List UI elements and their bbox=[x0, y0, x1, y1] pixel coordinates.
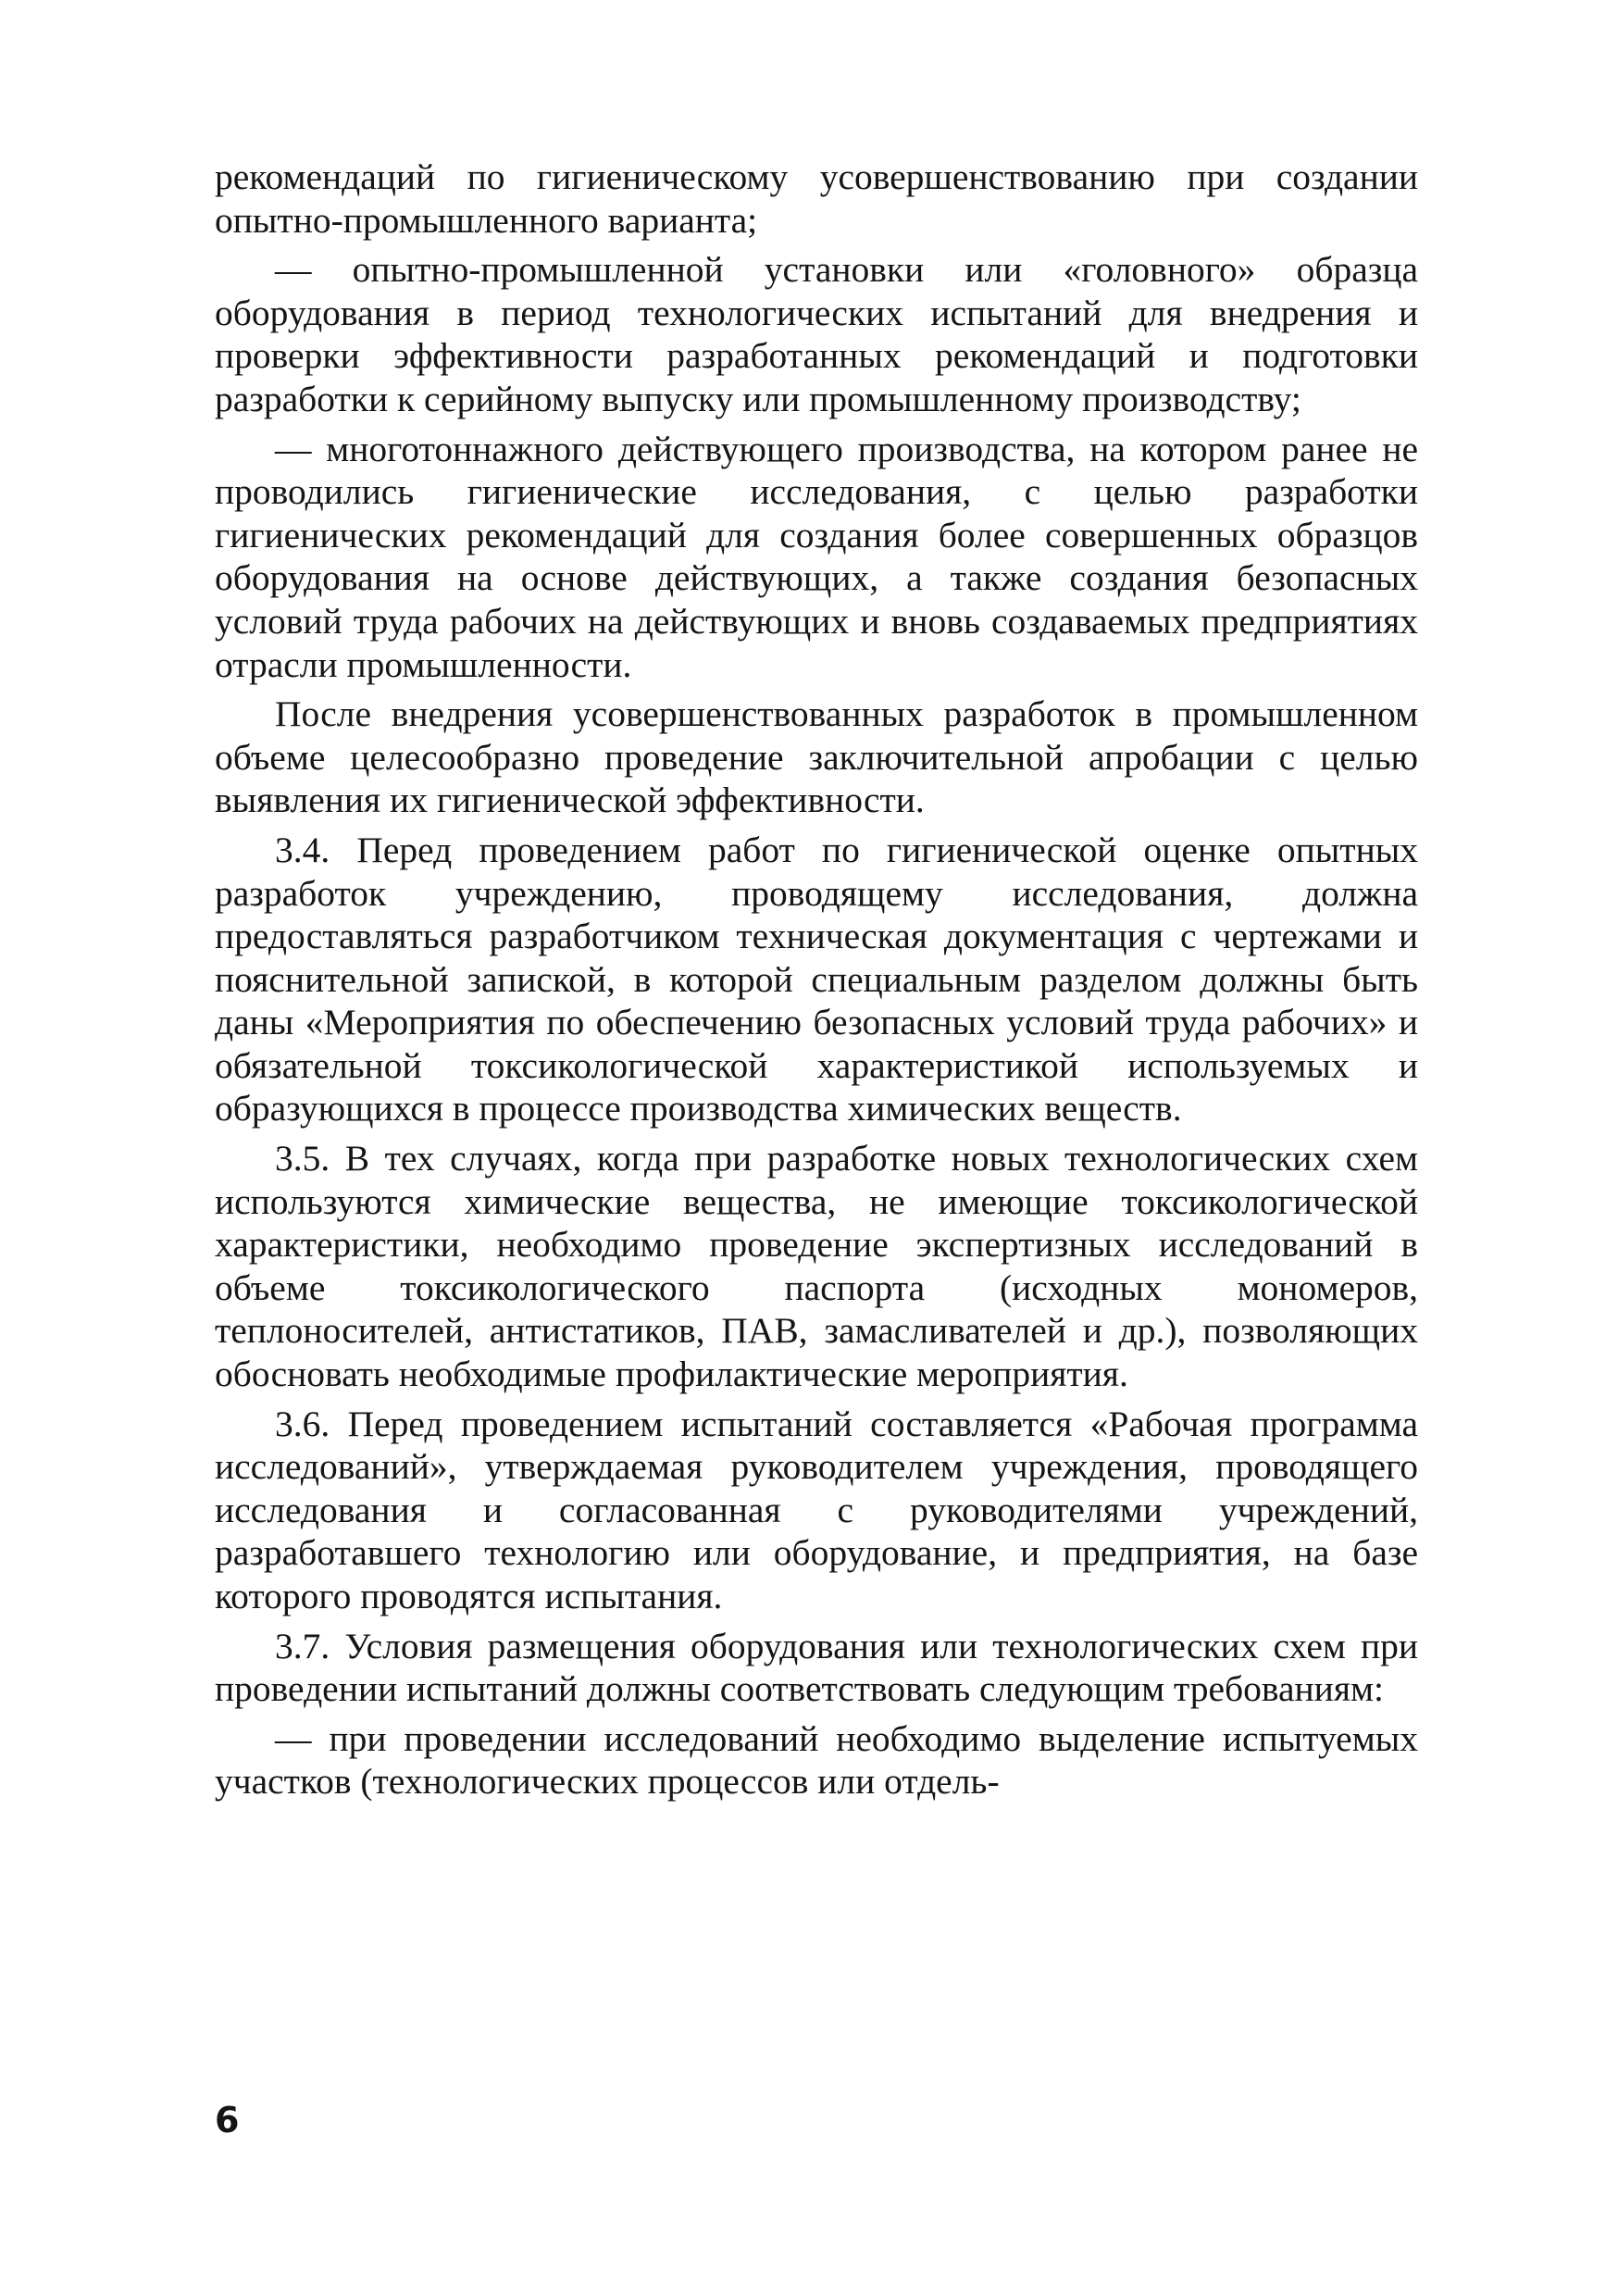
section-3-5: 3.5. В тех случаях, когда при разработке новых технологических схем используются химические вещества, не имеющие токсикологической характеристики, необходимо проведение экспертизных исследований в объеме токсикологического паспорта (исходных мономеров, теплоносителей, антистатиков, ПАВ, замасливателей и др.), позволяющих обосновать необходимые профилактические мероприятия. bbox=[215, 1138, 1418, 1395]
paragraph-final-approbation: После внедрения усовершенствованных разработок в промышленном объеме целесообразно проведение заключительной апробации с целью выявления их гигиенической эффективности. bbox=[215, 693, 1418, 821]
page-number: 6 bbox=[215, 2100, 240, 2140]
body-text bbox=[215, 156, 1418, 1810]
list-item-test-sections: — при проведении исследований необходимо выделение испытуемых участков (технологических процессов или отдель- bbox=[215, 1717, 1418, 1803]
section-3-6: 3.6. Перед проведением испытаний составляется «Рабочая программа исследований», утверждаемая руководителем учреждения, проводящего исследования и согласованная с руководителями учреждений, разработавшего технологию или оборудование, и предприятия, на базе которого проводятся испытания. bbox=[215, 1403, 1418, 1616]
section-3-4: 3.4. Перед проведением работ по гигиенической оценке опытных разработок учреждению, проводящему исследования, должна предоставляться разработчиком техническая документация с чертежами и пояснительной запиской, в которой специальным разделом должны быть даны «Мероприятия по обеспечению безопасных условий труда рабочих» и обязательной токсикологической характеристикой используемых и образующихся в процессе производства химических веществ. bbox=[215, 829, 1418, 1129]
list-item-pilot-installation: — опытно-промышленной установки или «головного» образца оборудования в период технологических испытаний для внедрения и проверки эффективности разработанных рекомендаций и подготовки разработки к серийному выпуску или промышленному производству; bbox=[215, 249, 1418, 419]
paragraph-continuation: рекомендаций по гигиеническому усовершенствованию при создании опытно-промышленного варианта; bbox=[215, 156, 1418, 241]
list-item-large-scale-production: — многотоннажного действующего производства, на котором ранее не проводились гигиенические исследования, с целью разработки гигиенических рекомендаций для создания более совершенных образцов оборудования на основе действующих, а также создания безопасных условий труда рабочих на действующих и вновь создаваемых предприятиях отрасли промышленности. bbox=[215, 428, 1418, 685]
section-3-7: 3.7. Условия размещения оборудования или технологических схем при проведении испытаний должны соответствовать следующим требованиям: bbox=[215, 1625, 1418, 1710]
